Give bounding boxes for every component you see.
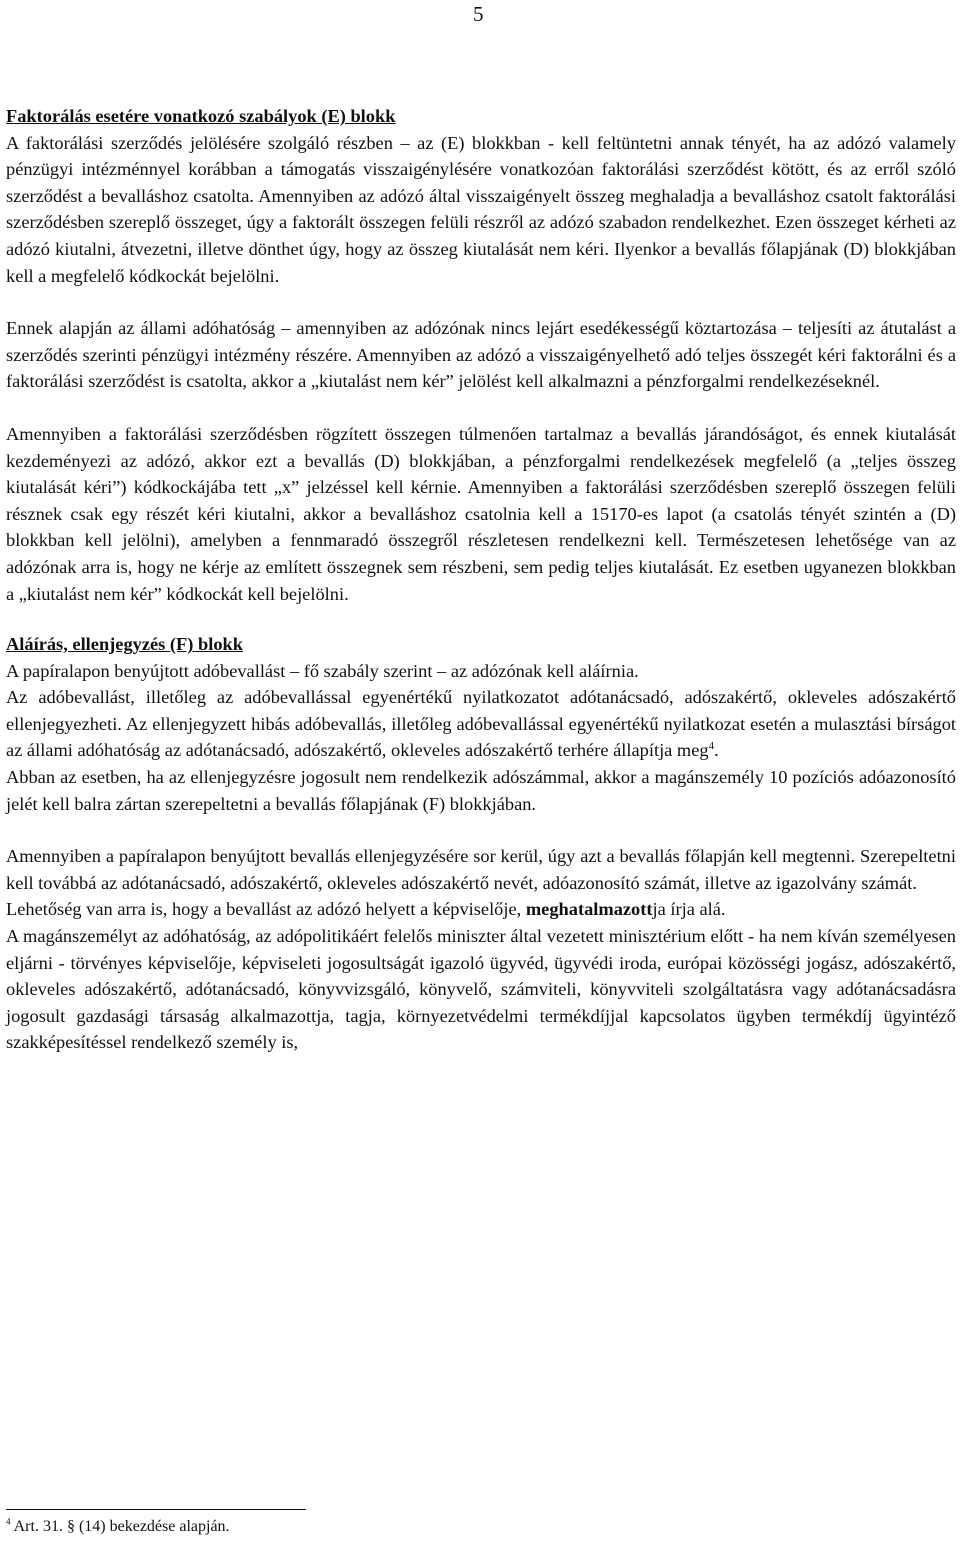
footnote (6, 1517, 230, 1537)
section-f-paragraph-2-text: Az adóbevallást, illetőleg az adóbevallással egyenértékű nyilatkozatot adótanácsadó, adószakértő, okleveles adószakértő ellenjegyezheti. Az ellenjegyzett hibás adóbevallás, illetőleg adóbevallással egyenértékű nyilatkozat esetén a mulasztási bírságot az állami adóhatóság az adótanácsadó, adószakértő, okleveles adószakértő terhére állapítja meg (6, 687, 956, 761)
section-f-paragraph-2 (6, 684, 956, 764)
document-body (6, 103, 956, 1056)
section-f-paragraph-5-end: ja írja alá. (652, 899, 726, 920)
section-f-paragraph-5 (6, 896, 956, 923)
section-f-paragraph-6: A magánszemélyt az adóhatóság, az adópolitikáért felelős miniszter által vezetett minisztérium előtt - ha nem kíván személyesen eljárni - törvényes képviselője, képviseleti jogosultságát igazoló ügyvéd, ügyvédi iroda, európai közösségi jogász, adószakértő, okleveles adószakértő, adótanácsadó, könyvvizsgáló, könyvelő, számviteli, könyvviteli szolgáltatásra vagy adótanácsadásra jogosult gazdasági társaság alkalmazottja, tagja, környezetvédelmi termékdíjjal kapcsolatos ügyben termékdíj ügyintéző szakképesítéssel rendelkező személy is, (6, 926, 956, 1053)
section-f-paragraph-2-end: . (714, 740, 719, 761)
section-e-paragraph-1: A faktorálási szerződés jelölésére szolgáló részben – az (E) blokkban - kell feltüntetni annak tényét, ha az adózó valamely pénzügyi intézménnyel korábban a támogatás visszaigénylésére vonatkozóan faktorálási szerződést kötött, és az erről szóló szerződést a bevalláshoz csatolta. Amennyiben az adózó által visszaigényelt összeg meghaladja a bevalláshoz csatolt faktorálási szerződésben szereplő összeget, úgy a faktorált összegen felüli részről az adózó szabadon rendelkezhet. Ezen összeget kérheti az adózó kiutalni, átvezetni, illetve dönthet úgy, hogy az összeg kiutalását nem kéri. Ilyenkor a bevallás főlapjának (D) blokkjában kell a megfelelő kódkockát bejelölni. (6, 132, 956, 286)
page-number: 5 (473, 2, 484, 26)
section-f-paragraph-4: Amennyiben a papíralapon benyújtott bevallás ellenjegyzésére sor kerül, úgy azt a bevallás főlapján kell megtenni. Szerepeltetni kell továbbá az adótanácsadó, adószakértő, okleveles adószakértő nevét, adóazonosító számát, illetve az igazolvány számát. (6, 846, 956, 893)
section-f-heading: Aláírás, ellenjegyzés (F) blokk (6, 634, 244, 655)
section-f-paragraph-5-start: Lehetőség van arra is, hogy a bevallást az adózó helyett a képviselője, (6, 899, 526, 920)
section-e-paragraph-2: Ennek alapján az állami adóhatóság – amennyiben az adózónak nincs lejárt esedékességű köztartozása – teljesíti az átutalást a szerződés szerinti pénzügyi intézmény részére. Amennyiben az adózó a visszaigényelhető adó teljes összegét kéri faktorálni és a faktorálási szerződést is csatolta, akkor a „kiutalást nem kér” jelölést kell alkalmazni a pénzforgalmi rendelkezéseknél. (6, 318, 956, 392)
footnote-text: Art. 31. § (14) bekezdése alapján. (13, 1518, 230, 1535)
section-f-paragraph-1: A papíralapon benyújtott adóbevallást – fő szabály szerint – az adózónak kell aláírnia. (6, 660, 639, 681)
section-e-heading: Faktorálás esetére vonatkozó szabályok (E) blokk (6, 106, 396, 126)
section-f-paragraph-3: Abban az esetben, ha az ellenjegyzésre jogosult nem rendelkezik adószámmal, akkor a magánszemély 10 pozíciós adóazonosító jelét kell balra zártan szerepeltetni a bevallás főlapjának (F) blokkjában. (6, 767, 956, 814)
section-f-paragraph-5-bold: meghatalmazott (525, 899, 653, 920)
section-e-paragraph-3: Amennyiben a faktorálási szerződésben rögzített összegen túlmenően tartalmaz a bevallás járandóságot, és ennek kiutalását kezdeményezi az adózó, akkor ezt a bevallás (D) blokkjában, a pénzforgalmi rendelkezések megfelelő (a „teljes összeg kiutalását kéri”) kódkockájába tett „x” jelzéssel kell kérnie. Amennyiben a faktorálási szerződésben szereplő összegen felüli résznek csak egy részét kéri kiutalni, akkor a bevalláshoz csatolnia kell a 15170-es lapot (a csatolás tényét szintén a (D) blokkban kell jelölni), amelyben a fennmaradó összegről részletesen rendelkezni kell. Természetesen lehetősége van az adózónak arra is, hogy ne kérje az említett összegnek sem részbeni, sem pedig teljes kiutalását. Ez esetben ugyanezen blokkban a „kiutalást nem kér” kódkockát kell bejelölni. (6, 423, 956, 604)
footnote-divider (6, 1509, 306, 1510)
footnote-reference[interactable]: 4 (708, 740, 715, 753)
footnote-number: 4 (6, 1516, 11, 1527)
